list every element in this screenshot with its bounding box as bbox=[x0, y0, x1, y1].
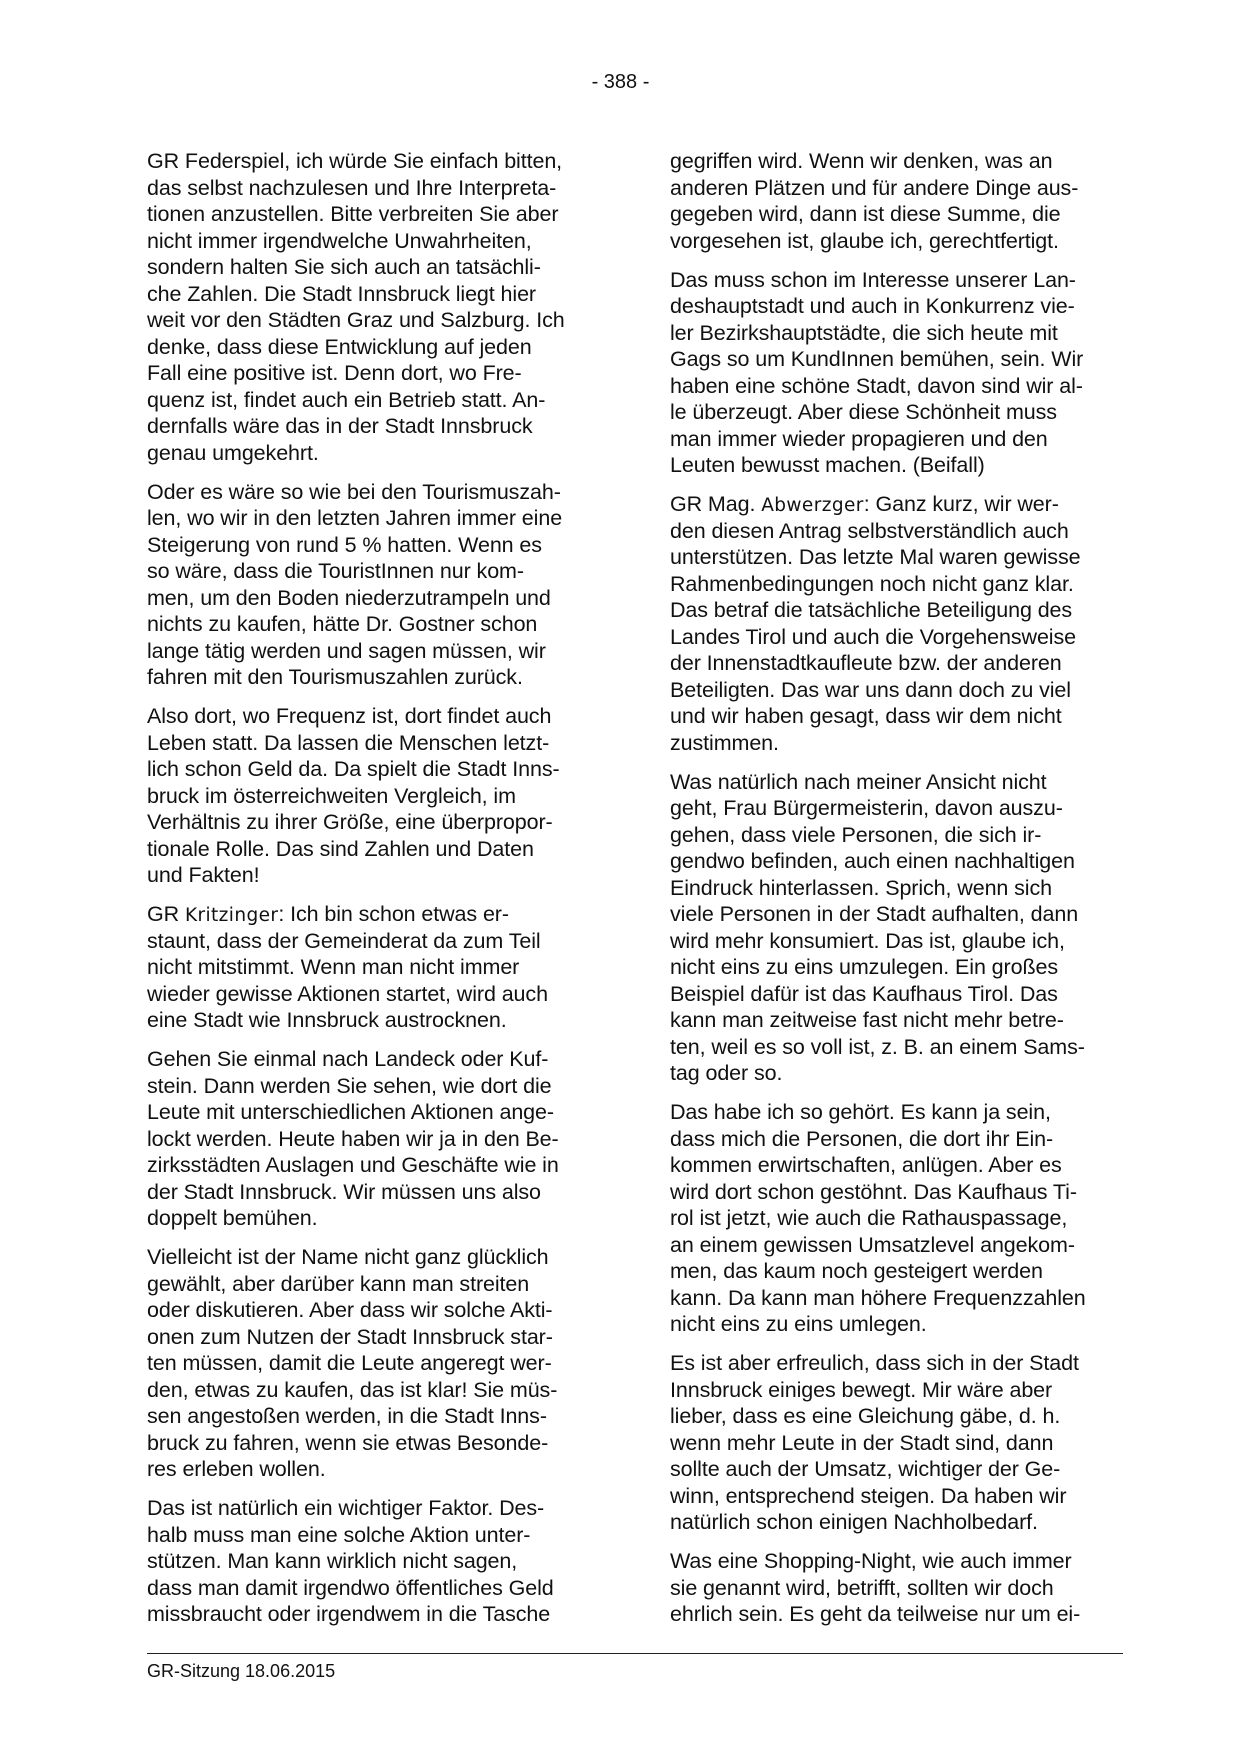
text-line: das selbst nachzulesen und Ihre Interpreta- bbox=[147, 175, 557, 200]
text-line: gendwo befinden, auch einen nachhaltigen bbox=[670, 849, 1075, 873]
text-line: bruck zu fahren, wenn sie etwas Besonde- bbox=[147, 1430, 549, 1455]
text-line: GR Mag. Abwerzger: Ganz kurz, wir wer- bbox=[670, 492, 1059, 516]
text-line: gehen, dass viele Personen, die sich ir- bbox=[670, 822, 1042, 847]
paragraph bbox=[670, 267, 1140, 479]
text-line: men, um den Boden niederzutrampeln und bbox=[147, 585, 551, 610]
text-line: so wäre, dass die TouristInnen nur kom- bbox=[147, 559, 524, 583]
text-line: tag oder so. bbox=[670, 1061, 783, 1085]
text-line: quenz ist, findet auch ein Betrieb statt. An- bbox=[147, 387, 546, 412]
text-line: man immer wieder propagieren und den bbox=[670, 426, 1048, 451]
text-line: tionen anzustellen. Bitte verbreiten Sie aber bbox=[147, 202, 559, 226]
text-line: winn, entsprechend steigen. Da haben wir bbox=[670, 1483, 1067, 1508]
text-line: stützen. Man kann wirklich nicht sagen, bbox=[147, 1549, 518, 1573]
text-line: Oder es wäre so wie bei den Tourismuszah- bbox=[147, 479, 561, 504]
text-line: Rahmenbedingungen noch nicht ganz klar. bbox=[670, 571, 1074, 596]
text-line: wieder gewisse Aktionen startet, wird auch bbox=[147, 981, 548, 1006]
paragraph bbox=[670, 148, 1140, 254]
paragraph bbox=[147, 148, 617, 466]
text-line: wird mehr konsumiert. Das ist, glaube ich, bbox=[670, 928, 1065, 953]
text-line: Das habe ich so gehört. Es kann ja sein, bbox=[670, 1100, 1051, 1124]
text-line: sie genannt wird, betrifft, sollten wir doch bbox=[670, 1575, 1054, 1600]
speaker-name: Kritzinger bbox=[184, 905, 279, 926]
paragraph bbox=[670, 769, 1140, 1087]
text-line: nicht immer irgendwelche Unwahrheiten, bbox=[147, 228, 532, 253]
text-line: onen zum Nutzen der Stadt Innsbruck star- bbox=[147, 1324, 553, 1349]
text-line: sondern halten Sie sich auch an tatsächli- bbox=[147, 255, 541, 279]
right-text-column bbox=[670, 148, 1140, 1640]
paragraph bbox=[147, 479, 617, 691]
footer-divider bbox=[147, 1653, 1123, 1654]
text-line: Also dort, wo Frequenz ist, dort findet auch bbox=[147, 704, 552, 728]
text-line: zustimmen. bbox=[670, 730, 779, 755]
text-line: Was natürlich nach meiner Ansicht nicht bbox=[670, 769, 1047, 794]
text-line: Innsbruck einiges bewegt. Mir wäre aber bbox=[670, 1377, 1053, 1402]
text-line: fahren mit den Tourismuszahlen zurück. bbox=[147, 665, 523, 689]
text-line: lieber, dass es eine Gleichung gäbe, d. h. bbox=[670, 1404, 1061, 1428]
text-line: ten müssen, damit die Leute angeregt wer- bbox=[147, 1351, 552, 1375]
text-line: men, das kaum noch gesteigert werden bbox=[670, 1259, 1043, 1283]
text-line: nicht mitstimmt. Wenn man nicht immer bbox=[147, 955, 520, 979]
text-line: ehrlich sein. Es geht da teilweise nur um ei- bbox=[670, 1602, 1081, 1626]
text-line: genau umgekehrt. bbox=[147, 440, 319, 465]
paragraph bbox=[670, 1099, 1140, 1338]
text-line: Gehen Sie einmal nach Landeck oder Kuf- bbox=[147, 1047, 549, 1071]
text-line: missbraucht oder irgendwem in die Tasche bbox=[147, 1602, 551, 1626]
text-line: eine Stadt wie Innsbruck austrocknen. bbox=[147, 1008, 507, 1032]
text-line: staunt, dass der Gemeinderat da zum Teil bbox=[147, 928, 541, 953]
text-line: unterstützen. Das letzte Mal waren gewisse bbox=[670, 545, 1081, 569]
text-line: Landes Tirol und auch die Vorgehensweise bbox=[670, 624, 1076, 649]
text-line: dass man damit irgendwo öffentliches Geld bbox=[147, 1575, 554, 1600]
text-line: der Stadt Innsbruck. Wir müssen uns also bbox=[147, 1179, 541, 1204]
text-line: Leute mit unterschiedlichen Aktionen ange- bbox=[147, 1100, 554, 1124]
text-line: Fall eine positive ist. Denn dort, wo Fre- bbox=[147, 361, 522, 385]
text-line: denke, dass diese Entwicklung auf jeden bbox=[147, 334, 532, 359]
text-line: der Innenstadtkaufleute bzw. der anderen bbox=[670, 651, 1062, 675]
text-line: kommen erwirtschaften, anlügen. Aber es bbox=[670, 1153, 1062, 1177]
text-line: sollte auch der Umsatz, wichtiger der Ge- bbox=[670, 1457, 1061, 1481]
text-line: wird dort schon gestöhnt. Das Kaufhaus Ti- bbox=[670, 1179, 1077, 1204]
paragraph bbox=[147, 901, 617, 1034]
text-line: len, wo wir in den letzten Jahren immer eine bbox=[147, 506, 563, 530]
text-line: tionale Rolle. Das sind Zahlen und Daten bbox=[147, 836, 534, 861]
text-line: kann man zeitweise fast nicht mehr betre- bbox=[670, 1008, 1064, 1032]
text-line: gegriffen wird. Wenn wir denken, was an bbox=[670, 149, 1053, 173]
text-line: Beteiligten. Das war uns dann doch zu viel bbox=[670, 677, 1071, 702]
text-line: gewählt, aber darüber kann man streiten bbox=[147, 1271, 530, 1296]
text-line: GR Federspiel, ich würde Sie einfach bitten, bbox=[147, 149, 563, 173]
paragraph bbox=[147, 1495, 617, 1628]
text-line: lange tätig werden und sagen müssen, wir bbox=[147, 638, 546, 663]
text-line: lich schon Geld da. Da spielt die Stadt Inns- bbox=[147, 757, 560, 781]
text-line: Vielleicht ist der Name nicht ganz glücklich bbox=[147, 1245, 549, 1269]
text-line: haben eine schöne Stadt, davon sind wir al- bbox=[670, 373, 1083, 398]
text-line: wenn mehr Leute in der Stadt sind, dann bbox=[670, 1430, 1054, 1455]
text-line: Leben statt. Da lassen die Menschen letzt- bbox=[147, 730, 550, 755]
text-line: dernfalls wäre das in der Stadt Innsbruck bbox=[147, 414, 533, 438]
text-line: kann. Da kann man höhere Frequenzzahlen bbox=[670, 1285, 1086, 1310]
text-line: Was eine Shopping-Night, wie auch immer bbox=[670, 1549, 1072, 1573]
text-line: stein. Dann werden Sie sehen, wie dort die bbox=[147, 1073, 552, 1098]
text-line: den, etwas zu kaufen, das ist klar! Sie müs- bbox=[147, 1377, 558, 1402]
text-line: nicht eins zu eins umlegen. bbox=[670, 1312, 927, 1336]
text-line: anderen Plätzen und für andere Dinge aus- bbox=[670, 175, 1079, 200]
text-line: und wir haben gesagt, dass wir dem nicht bbox=[670, 704, 1062, 728]
text-line: nicht eins zu eins umzulegen. Ein großes bbox=[670, 955, 1058, 979]
text-line: Verhältnis zu ihrer Größe, eine überpropor- bbox=[147, 810, 553, 834]
text-line: viele Personen in der Stadt aufhalten, dann bbox=[670, 902, 1079, 926]
paragraph bbox=[147, 1244, 617, 1483]
paragraph bbox=[147, 703, 617, 889]
text-line: lockt werden. Heute haben wir ja in den Be- bbox=[147, 1126, 559, 1151]
text-line: gegeben wird, dann ist diese Summe, die bbox=[670, 202, 1061, 226]
text-line: natürlich schon einigen Nachholbedarf. bbox=[670, 1510, 1038, 1534]
footer-session-date: GR-Sitzung 18.06.2015 bbox=[147, 1661, 336, 1681]
text-line: zirksstädten Auslagen und Geschäfte wie in bbox=[147, 1153, 559, 1177]
text-line: geht, Frau Bürgermeisterin, davon auszu- bbox=[670, 796, 1063, 820]
text-line: Eindruck hinterlassen. Sprich, wenn sich bbox=[670, 875, 1052, 900]
text-line: halb muss man eine solche Aktion unter- bbox=[147, 1522, 531, 1547]
text-line: doppelt bemühen. bbox=[147, 1206, 318, 1230]
text-line: Das muss schon im Interesse unserer Lan- bbox=[670, 267, 1076, 292]
page-number: - 388 - bbox=[591, 71, 650, 93]
text-line: Das ist natürlich ein wichtiger Faktor. Des- bbox=[147, 1496, 545, 1520]
text-line: Das betraf die tatsächliche Beteiligung des bbox=[670, 598, 1073, 622]
text-line: ler Bezirkshauptstädte, die sich heute mit bbox=[670, 320, 1058, 345]
text-line: ten, weil es so voll ist, z. B. an einem Sams- bbox=[670, 1034, 1085, 1059]
text-line: bruck im österreichweiten Vergleich, im bbox=[147, 783, 516, 808]
text-line: den diesen Antrag selbstverständlich auch bbox=[670, 518, 1069, 543]
text-line: GR Kritzinger: Ich bin schon etwas er- bbox=[147, 902, 509, 926]
text-line: vorgesehen ist, glaube ich, gerechtfertigt. bbox=[670, 228, 1059, 253]
text-line: Es ist aber erfreulich, dass sich in der Stadt bbox=[670, 1351, 1079, 1375]
text-line: oder diskutieren. Aber dass wir solche Akti- bbox=[147, 1298, 553, 1322]
text-line: an einem gewissen Umsatzlevel angekom- bbox=[670, 1232, 1075, 1257]
text-line: Steigerung von rund 5 % hatten. Wenn es bbox=[147, 532, 542, 557]
text-line: rol ist jetzt, wie auch die Rathauspassage, bbox=[670, 1206, 1068, 1230]
text-line: dass mich die Personen, die dort ihr Ein- bbox=[670, 1126, 1054, 1151]
text-line: res erleben wollen. bbox=[147, 1457, 326, 1481]
text-line: deshauptstadt und auch in Konkurrenz vie- bbox=[670, 294, 1075, 318]
text-line: Beispiel dafür ist das Kaufhaus Tirol. Das bbox=[670, 981, 1058, 1006]
paragraph bbox=[670, 1350, 1140, 1536]
text-line: weit vor den Städten Graz und Salzburg. Ich bbox=[147, 308, 565, 332]
paragraph bbox=[670, 1548, 1140, 1628]
text-line: und Fakten! bbox=[147, 863, 260, 887]
text-line: che Zahlen. Die Stadt Innsbruck liegt hier bbox=[147, 281, 536, 306]
paragraph bbox=[670, 491, 1140, 756]
text-line: sen angestoßen werden, in die Stadt Inns- bbox=[147, 1404, 547, 1428]
paragraph bbox=[147, 1046, 617, 1232]
text-line: le überzeugt. Aber diese Schönheit muss bbox=[670, 400, 1057, 424]
text-line: Gags so um KundInnen bemühen, sein. Wir bbox=[670, 347, 1084, 371]
text-line: Leuten bewusst machen. (Beifall) bbox=[670, 453, 985, 477]
speaker-name: Abwerzger bbox=[761, 495, 864, 516]
left-text-column bbox=[147, 148, 617, 1640]
text-line: nichts zu kaufen, hätte Dr. Gostner schon bbox=[147, 612, 538, 636]
